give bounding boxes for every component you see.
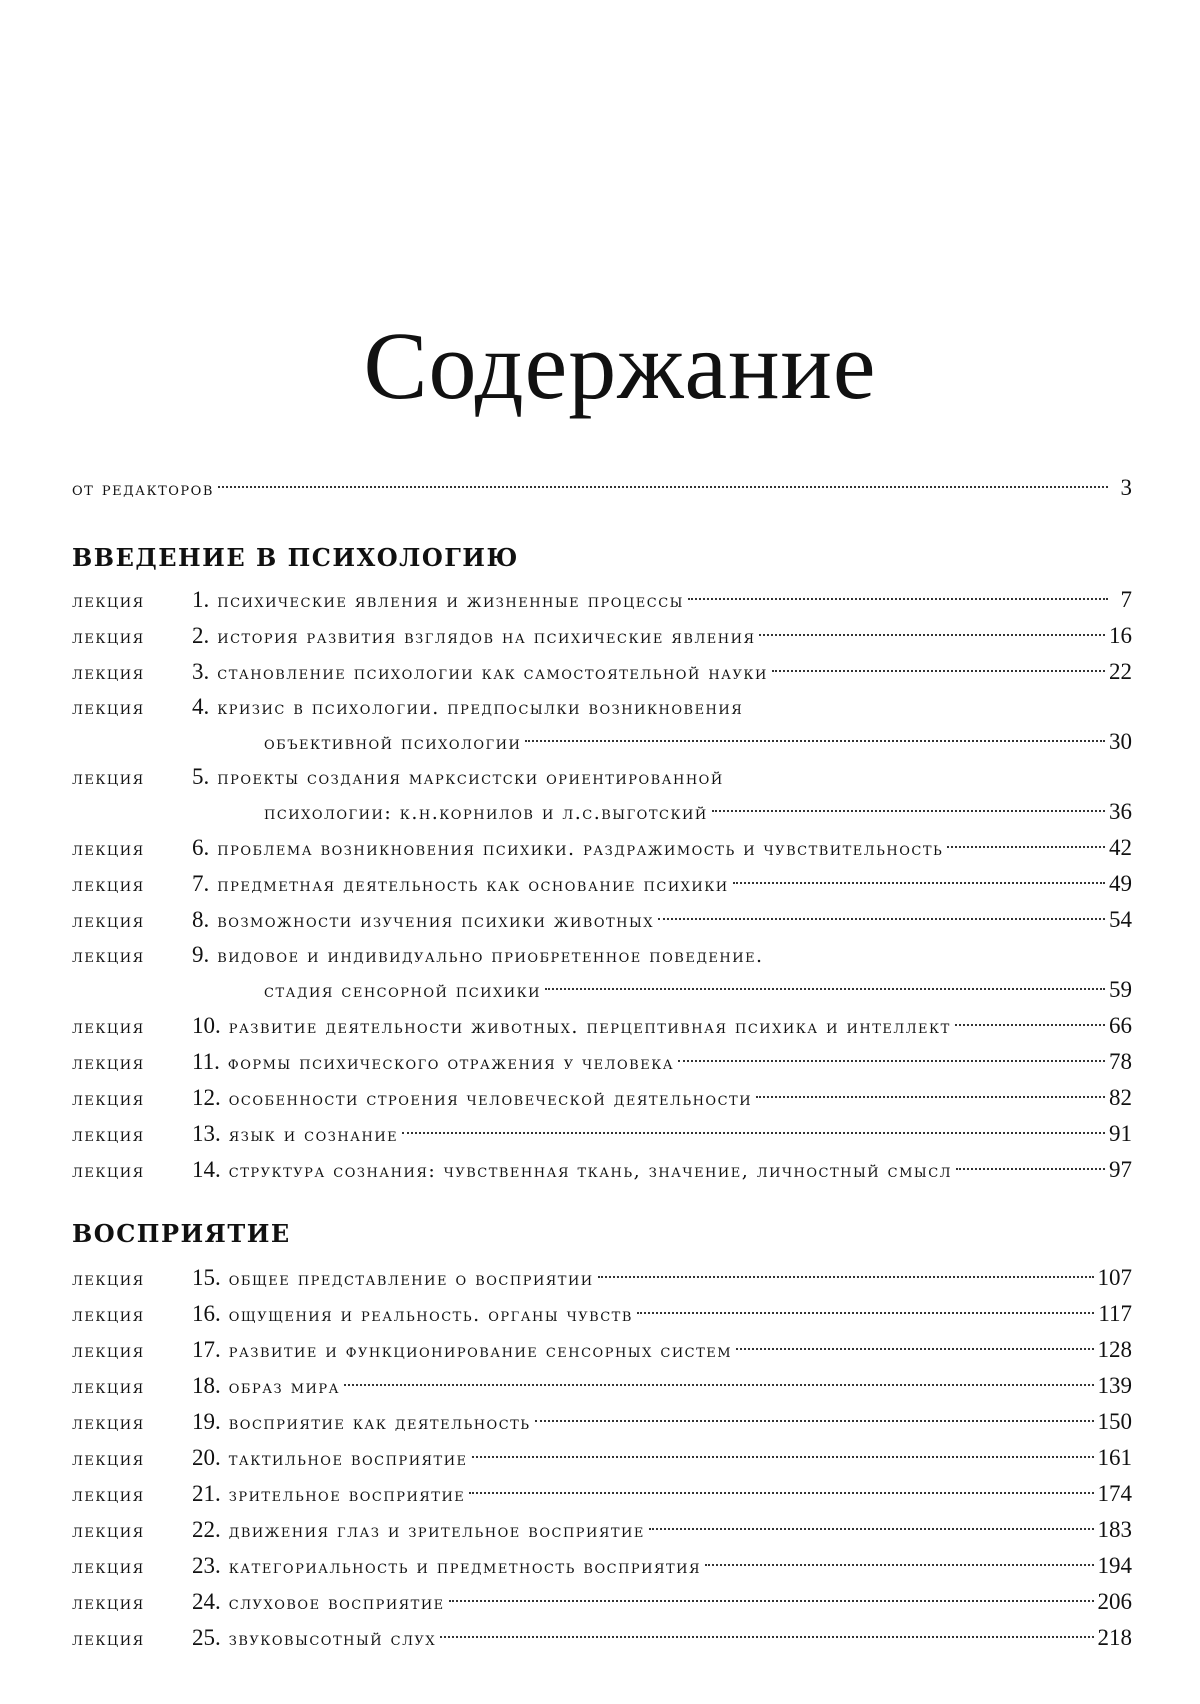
dot-leader xyxy=(759,634,1105,636)
lecture-number: 25. xyxy=(192,1620,221,1656)
lecture-number: 8. xyxy=(192,902,209,938)
lecture-label xyxy=(72,867,192,903)
toc-page-number: 66 xyxy=(1109,1008,1132,1044)
lecture-word: лекция xyxy=(72,838,145,860)
lecture-label xyxy=(72,1405,192,1441)
lecture-word: лекция xyxy=(72,1484,145,1506)
toc-entry[interactable] xyxy=(72,902,1132,938)
lecture-label xyxy=(72,1153,192,1189)
lecture-number: 17. xyxy=(192,1332,221,1368)
toc-entry[interactable] xyxy=(72,1260,1132,1296)
toc-page-number: 174 xyxy=(1098,1476,1133,1512)
toc-entry[interactable] xyxy=(72,1476,1132,1512)
lecture-word: лекция xyxy=(72,1412,145,1434)
toc-page-number: 97 xyxy=(1109,1152,1132,1188)
dot-leader xyxy=(472,1456,1094,1458)
toc-entry[interactable] xyxy=(72,1512,1132,1548)
lecture-word: лекция xyxy=(72,945,145,967)
lecture-word: лекция xyxy=(72,1016,145,1038)
toc-entry-title: от редакторов xyxy=(72,471,214,507)
lecture-label xyxy=(72,1549,192,1585)
toc-page-number: 183 xyxy=(1098,1512,1133,1548)
lecture-label xyxy=(72,1333,192,1369)
toc-page-number: 42 xyxy=(1109,830,1132,866)
dot-leader xyxy=(712,810,1105,812)
toc-entry[interactable] xyxy=(72,690,1132,760)
toc-entry-title: становление психологии как самостоятельной науки xyxy=(217,655,768,691)
lecture-label xyxy=(72,1369,192,1405)
lecture-word: лекция xyxy=(72,1628,145,1650)
lecture-label xyxy=(72,1045,192,1081)
toc-entry[interactable] xyxy=(72,938,1132,1008)
lecture-number: 18. xyxy=(192,1368,221,1404)
toc-page-number: 16 xyxy=(1109,618,1132,654)
toc-entry[interactable] xyxy=(72,654,1132,690)
lecture-word: лекция xyxy=(72,910,145,932)
toc-page-number: 82 xyxy=(1109,1080,1132,1116)
toc-entry[interactable] xyxy=(72,1116,1132,1152)
lecture-word: лекция xyxy=(72,1448,145,1470)
dot-leader xyxy=(598,1276,1094,1278)
toc-entry[interactable] xyxy=(72,1548,1132,1584)
toc-entry[interactable] xyxy=(72,1296,1132,1332)
toc-page-number: 36 xyxy=(1109,794,1132,830)
dot-leader xyxy=(772,670,1105,672)
lecture-number: 23. xyxy=(192,1548,221,1584)
dot-leader xyxy=(705,1564,1093,1566)
toc-entry-title: звуковысотный слух xyxy=(229,1621,436,1657)
lecture-label xyxy=(72,1009,192,1045)
toc-entry-title: общее представление о восприятии xyxy=(229,1261,594,1297)
toc-entry-continuation xyxy=(72,972,1132,1008)
lecture-word: лекция xyxy=(72,1088,145,1110)
toc-entry[interactable] xyxy=(72,1440,1132,1476)
toc-entry[interactable] xyxy=(72,1584,1132,1620)
toc-sections xyxy=(72,538,1132,1656)
toc-entry-first-line xyxy=(72,938,1132,972)
dot-leader xyxy=(955,1024,1105,1026)
lecture-number: 7. xyxy=(192,866,209,902)
toc-entry-title: проблема возникновения психики. раздражимость и чувствительность xyxy=(217,831,943,867)
toc-entry[interactable] xyxy=(72,830,1132,866)
toc-entry-title: язык и сознание xyxy=(229,1117,398,1153)
lecture-number: 14. xyxy=(192,1152,221,1188)
section-heading: ВОСПРИЯТИЕ xyxy=(72,1214,1132,1254)
toc-page-number: 139 xyxy=(1098,1368,1133,1404)
toc-page-number: 59 xyxy=(1109,972,1132,1008)
dot-leader xyxy=(469,1492,1093,1494)
lecture-number: 3. xyxy=(192,654,209,690)
lecture-label xyxy=(72,1441,192,1477)
toc-entry-first-line xyxy=(72,690,1132,724)
toc-entry[interactable] xyxy=(72,1008,1132,1044)
toc-entry[interactable] xyxy=(72,1152,1132,1188)
lecture-word: лекция xyxy=(72,874,145,896)
dot-leader xyxy=(956,1168,1105,1170)
toc-page-number: 30 xyxy=(1109,724,1132,760)
toc-entry[interactable] xyxy=(72,1620,1132,1656)
lecture-label xyxy=(72,1621,192,1657)
toc-entry-title: формы психического отражения у человека xyxy=(228,1045,674,1081)
lecture-word: лекция xyxy=(72,662,145,684)
toc-entry-title-cont: стадия сенсорной психики xyxy=(264,973,541,1009)
lecture-word: лекция xyxy=(72,1340,145,1362)
lecture-word: лекция xyxy=(72,767,145,789)
toc-page-number: 128 xyxy=(1098,1332,1133,1368)
toc-page-number: 3 xyxy=(1112,470,1132,506)
toc-entry-title-cont: объективной психологии xyxy=(264,725,521,761)
toc-page-number: 7 xyxy=(1112,582,1132,618)
toc-entry-title: ощущения и реальность. органы чувств xyxy=(229,1297,633,1333)
toc-page-number: 54 xyxy=(1109,902,1132,938)
dot-leader xyxy=(218,486,1108,488)
lecture-word: лекция xyxy=(72,1124,145,1146)
dot-leader xyxy=(344,1384,1094,1386)
toc-entry[interactable] xyxy=(72,1332,1132,1368)
lecture-word: лекция xyxy=(72,1304,145,1326)
lecture-label xyxy=(72,691,192,725)
dot-leader xyxy=(733,882,1105,884)
toc-entry[interactable] xyxy=(72,866,1132,902)
lecture-label xyxy=(72,1081,192,1117)
toc-page-number: 218 xyxy=(1098,1620,1133,1656)
section-heading: ВВЕДЕНИЕ В ПСИХОЛОГИЮ xyxy=(72,538,1132,578)
toc-entry-title-cont: психологии: к.н.корнилов и л.с.выготский xyxy=(264,795,708,831)
toc-entry-title: структура сознания: чувственная ткань, значение, личностный смысл xyxy=(229,1153,952,1189)
toc-entry[interactable] xyxy=(72,1080,1132,1116)
dot-leader xyxy=(637,1312,1094,1314)
toc-page-number: 49 xyxy=(1109,866,1132,902)
toc-entry-continuation xyxy=(72,724,1132,760)
toc-entry-title: особенности строения человеческой деятельности xyxy=(229,1081,752,1117)
toc-page-number: 78 xyxy=(1109,1044,1132,1080)
dot-leader xyxy=(756,1096,1105,1098)
lecture-number: 12. xyxy=(192,1080,221,1116)
lecture-number: 15. xyxy=(192,1260,221,1296)
dot-leader xyxy=(658,918,1105,920)
lecture-label xyxy=(72,1477,192,1513)
lecture-word: лекция xyxy=(72,626,145,648)
lecture-number: 19. xyxy=(192,1404,221,1440)
toc-page-number: 206 xyxy=(1098,1584,1133,1620)
lecture-number: 20. xyxy=(192,1440,221,1476)
lecture-label xyxy=(72,1513,192,1549)
toc-entry-editors[interactable] xyxy=(72,470,1132,506)
toc-entry-title: тактильное восприятие xyxy=(229,1441,468,1477)
lecture-label xyxy=(72,655,192,691)
lecture-word: лекция xyxy=(72,1520,145,1542)
toc-entry-title: возможности изучения психики животных xyxy=(217,903,654,939)
lecture-word: лекция xyxy=(72,1268,145,1290)
lecture-label xyxy=(72,1117,192,1153)
lecture-label xyxy=(72,583,192,619)
lecture-label xyxy=(72,761,192,795)
toc-page-number: 107 xyxy=(1098,1260,1133,1296)
toc-entry[interactable] xyxy=(72,760,1132,830)
toc-entry[interactable] xyxy=(72,1368,1132,1404)
lecture-number: 1. xyxy=(192,582,209,618)
lecture-word: лекция xyxy=(72,1160,145,1182)
lecture-number: 24. xyxy=(192,1584,221,1620)
lecture-label xyxy=(72,1585,192,1621)
toc-entry-title: кризис в психологии. предпосылки возникновения xyxy=(217,691,1132,725)
lecture-label xyxy=(72,903,192,939)
dot-leader xyxy=(947,846,1105,848)
lecture-word: лекция xyxy=(72,1052,145,1074)
toc-entry-title: развитие деятельности животных. перцептивная психика и интеллект xyxy=(229,1009,951,1045)
lecture-word: лекция xyxy=(72,590,145,612)
dot-leader xyxy=(535,1420,1094,1422)
toc-entry-title: образ мира xyxy=(229,1369,340,1405)
dot-leader xyxy=(440,1636,1093,1638)
toc-entry[interactable] xyxy=(72,582,1132,618)
toc-entry-title: психические явления и жизненные процессы xyxy=(217,583,684,619)
lecture-word: лекция xyxy=(72,1592,145,1614)
toc-entry-title: категориальность и предметность восприятия xyxy=(229,1549,701,1585)
toc-entry-title: слуховое восприятие xyxy=(229,1585,445,1621)
lecture-number: 11. xyxy=(192,1044,220,1080)
toc-entry-title: движения глаз и зрительное восприятие xyxy=(229,1513,645,1549)
lecture-label xyxy=(72,619,192,655)
lecture-word: лекция xyxy=(72,1556,145,1578)
lecture-number: 2. xyxy=(192,618,209,654)
toc-entry-title: зрительное восприятие xyxy=(229,1477,466,1513)
toc-page-number: 161 xyxy=(1098,1440,1133,1476)
dot-leader xyxy=(678,1060,1105,1062)
toc-entry-title: проекты создания марксистски ориентированной xyxy=(217,761,1132,795)
toc-entry-first-line xyxy=(72,760,1132,794)
dot-leader xyxy=(545,988,1105,990)
lecture-number: 21. xyxy=(192,1476,221,1512)
table-of-contents xyxy=(72,470,1132,1656)
toc-page-number: 194 xyxy=(1098,1548,1133,1584)
lecture-number: 10. xyxy=(192,1008,221,1044)
toc-entry-title: видовое и индивидуально приобретенное поведение. xyxy=(217,939,1132,973)
lecture-number: 5. xyxy=(192,760,209,794)
dot-leader xyxy=(688,598,1108,600)
lecture-label xyxy=(72,1261,192,1297)
lecture-word: лекция xyxy=(72,1376,145,1398)
toc-entry-title: предметная деятельность как основание психики xyxy=(217,867,728,903)
lecture-number: 16. xyxy=(192,1296,221,1332)
toc-page-number: 117 xyxy=(1098,1296,1132,1332)
dot-leader xyxy=(402,1132,1105,1134)
lecture-label xyxy=(72,939,192,973)
lecture-number: 13. xyxy=(192,1116,221,1152)
dot-leader xyxy=(525,740,1105,742)
toc-entry[interactable] xyxy=(72,1404,1132,1440)
lecture-number: 4. xyxy=(192,690,209,724)
lecture-label xyxy=(72,1297,192,1333)
toc-entry-title: восприятие как деятельность xyxy=(229,1405,531,1441)
toc-entry[interactable] xyxy=(72,1044,1132,1080)
toc-entry[interactable] xyxy=(72,618,1132,654)
toc-entry-title: история развития взглядов на психические явления xyxy=(217,619,755,655)
dot-leader xyxy=(649,1528,1094,1530)
lecture-number: 9. xyxy=(192,938,209,972)
dot-leader xyxy=(449,1600,1094,1602)
toc-entry-title: развитие и функционирование сенсорных систем xyxy=(229,1333,732,1369)
lecture-number: 22. xyxy=(192,1512,221,1548)
dot-leader xyxy=(736,1348,1093,1350)
lecture-word: лекция xyxy=(72,697,145,719)
lecture-number: 6. xyxy=(192,830,209,866)
toc-entry-continuation xyxy=(72,794,1132,830)
lecture-label xyxy=(72,831,192,867)
toc-page-number: 22 xyxy=(1109,654,1132,690)
page-title: Содержание xyxy=(0,318,1200,414)
toc-page-number: 91 xyxy=(1109,1116,1132,1152)
toc-page-number: 150 xyxy=(1098,1404,1133,1440)
